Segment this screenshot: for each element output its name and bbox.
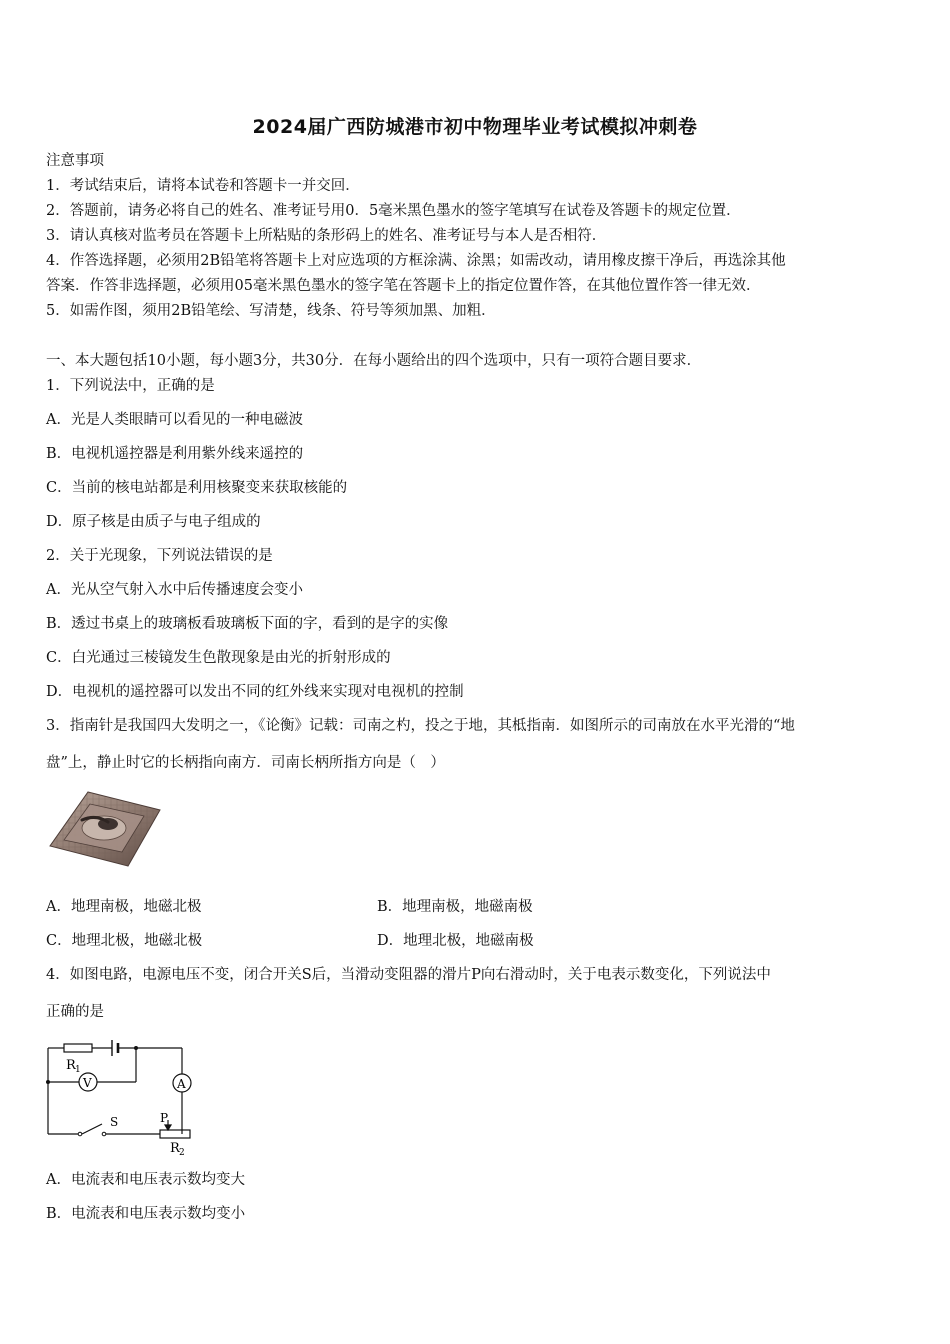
q3-option-d: D．地理北极，地磁南极 xyxy=(377,933,534,949)
circuit-diagram xyxy=(42,1036,202,1156)
sinan-compass-image xyxy=(48,790,162,868)
slider-label: P xyxy=(160,1111,169,1125)
q2-option-c: C．白光通过三棱镜发生色散现象是由光的折射形成的 xyxy=(46,650,391,666)
notice-item-1: 1．考试结束后，请将本试卷和答题卡一并交回． xyxy=(46,178,360,194)
page-title: 2024届广西防城港市初中物理毕业考试模拟冲刺卷 xyxy=(252,116,698,138)
notice-item-4: 4．作答选择题，必须用2B铅笔将答题卡上对应选项的方框涂满、涂黑；如需改动，请用橡皮擦干净后，再选涂其他 xyxy=(46,253,786,269)
notice-item-5: 5．如需作图，须用2B铅笔绘、写清楚，线条、符号等须加黑、加粗． xyxy=(46,303,496,319)
q2-option-a: A．光从空气射入水中后传播速度会变小 xyxy=(46,582,303,598)
notice-item-3: 3．请认真核对监考员在答题卡上所粘贴的条形码上的姓名、准考证号与本人是否相符． xyxy=(46,228,607,244)
switch-symbol xyxy=(82,1124,102,1134)
q2-option-b: B．透过书桌上的玻璃板看玻璃板下面的字，看到的是字的实像 xyxy=(46,616,449,632)
q3-stem-line1: 3．指南针是我国四大发明之一，《论衡》记载：司南之杓，投之于地，其柢指南．如图所示的司南放在水平光滑的“地 xyxy=(46,718,795,734)
q4-stem-line2: 正确的是 xyxy=(46,1004,104,1020)
q3-option-c: C．地理北极，地磁北极 xyxy=(46,933,203,949)
r1-subscript: 1 xyxy=(75,1065,81,1075)
q4-option-b: B．电流表和电压表示数均变小 xyxy=(46,1206,246,1222)
resistor-r1 xyxy=(64,1044,92,1052)
q1-option-b: B．电视机遥控器是利用紫外线来遥控的 xyxy=(46,446,304,462)
switch-label: S xyxy=(110,1115,119,1129)
q4-option-a: A．电流表和电压表示数均变大 xyxy=(46,1172,245,1188)
r1-label: R xyxy=(66,1058,76,1073)
q2-option-d: D．电视机的遥控器可以发出不同的红外线来实现对电视机的控制 xyxy=(46,684,464,700)
r2-subscript: 2 xyxy=(179,1148,185,1156)
q1-option-c: C．当前的核电站都是利用核聚变来获取核能的 xyxy=(46,480,348,496)
notice-item-4-cont: 答案．作答非选择题，必须用05毫米黑色墨水的签字笔在答题卡上的指定位置作答，在其他位置作答一律无效． xyxy=(46,278,761,294)
q1-stem: 1．下列说法中，正确的是 xyxy=(46,378,215,394)
q1-option-a: A．光是人类眼睛可以看见的一种电磁波 xyxy=(46,412,303,428)
notice-item-2: 2．答题前，请务必将自己的姓名、准考证号用0．5毫米黑色墨水的签字笔填写在试卷及答题卡的规定位置． xyxy=(46,203,741,219)
q3-stem-line2: 盘”上，静止时它的长柄指向南方．司南长柄所指方向是（ ） xyxy=(46,755,445,771)
section-heading: 一、本大题包括10小题，每小题3分，共30分．在每小题给出的四个选项中，只有一项符合题目要求． xyxy=(46,353,702,369)
q3-option-b: B．地理南极，地磁南极 xyxy=(377,899,533,915)
notice-heading: 注意事项 xyxy=(46,153,104,169)
q3-option-a: A．地理南极，地磁北极 xyxy=(46,899,202,915)
r2-label: R xyxy=(170,1141,180,1156)
voltmeter-label: V xyxy=(83,1076,92,1090)
q1-option-d: D．原子核是由质子与电子组成的 xyxy=(46,514,261,530)
ammeter-label: A xyxy=(177,1077,186,1091)
q2-stem: 2．关于光现象，下列说法错误的是 xyxy=(46,548,273,564)
q4-stem-line1: 4．如图电路，电源电压不变，闭合开关S后，当滑动变阻器的滑片P向右滑动时，关于电表示数变化，下列说法中 xyxy=(46,967,771,983)
resistor-r2 xyxy=(160,1130,190,1138)
